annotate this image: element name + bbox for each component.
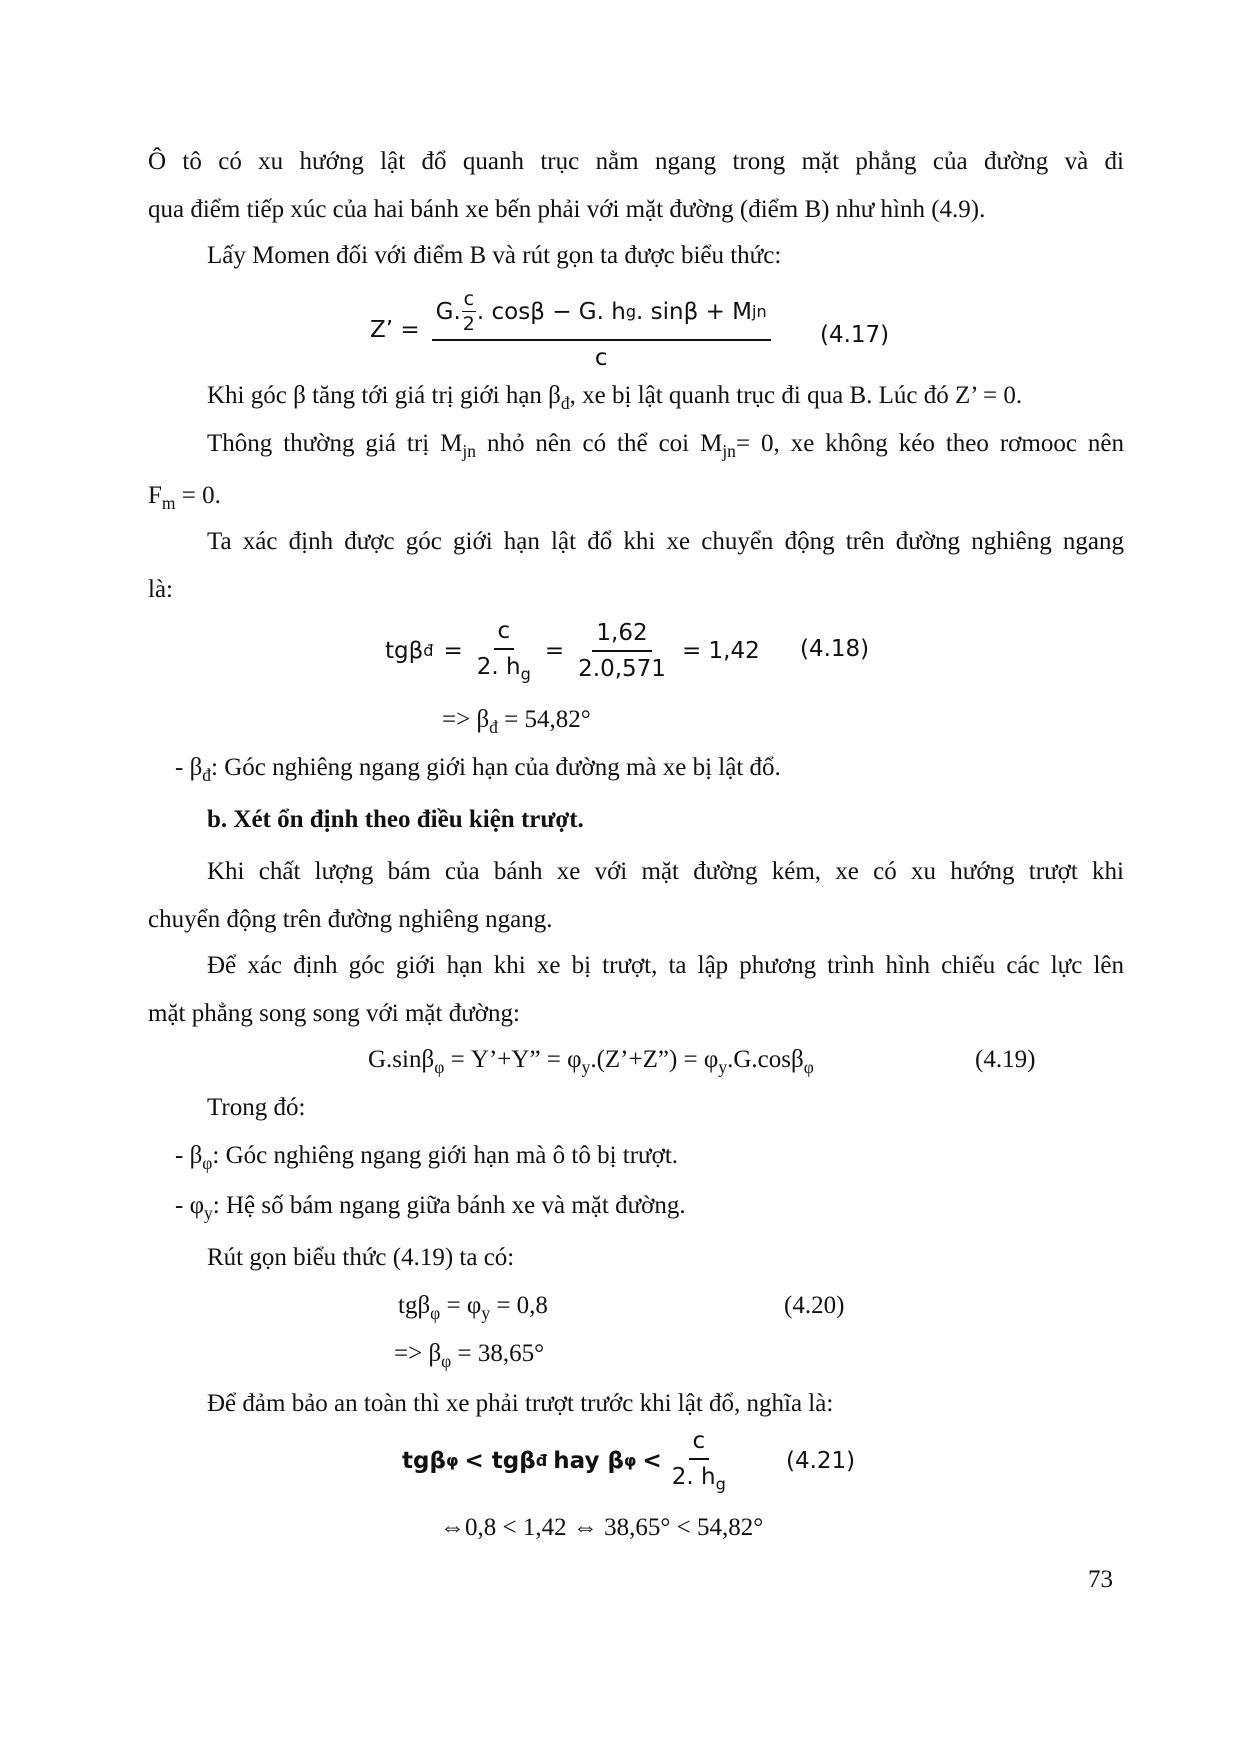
eq17-c: c [463,288,475,310]
eq18-equals-2: = [544,637,565,664]
paragraph-4-line-2 [148,482,221,514]
eq17-num-b: . cosβ − G. h [476,298,626,325]
p3-end: , xe bị lật quanh trục đi qua B. Lúc đó Z’ = 0. [569,382,1023,409]
def2-sub: φ [202,1153,213,1173]
eq19-sub3: y [718,1057,728,1077]
eq19-c: .(Z’+Z”) = φ [590,1046,719,1073]
def2-a: - β [175,1142,203,1169]
definition-phi-y [175,1192,686,1224]
eq19-b: = Y’+Y” = φ [444,1046,582,1073]
p3-sub: đ [560,393,570,413]
def1-b: : Góc nghiêng ngang giới hạn của đường mà xe bị lật đổ. [211,754,781,781]
paragraph-1-line-2: qua điểm tiếp xúc của hai bánh xe bến phải với mặt đường (điểm B) như hình (4.9). [148,196,986,223]
eq18-frac1-den-sub: g [520,664,531,684]
equation-4-21 [402,1428,730,1494]
eq21-fraction [668,1428,730,1494]
equation-4-17-label: (4.17) [820,322,890,348]
eq20-beta-sub: φ [441,1351,452,1371]
equation-4-18-label: (4.18) [800,636,870,662]
eq18-frac1-den: 2. h [476,654,521,680]
paragraph-3 [207,382,1022,414]
def1-a: - β [175,754,203,781]
eq17-denominator: c [594,345,608,371]
eq21-a: tgβ [402,1447,446,1474]
eq18-fraction-2 [574,620,670,682]
eq17-c-over-2 [461,288,477,335]
p3-text: Khi góc β tăng tới giá trị giới hạn β [207,382,561,409]
paragraph-5-line-1: Ta xác định được góc giới hạn lật đổ khi xe chuyển động trên đường nghiêng ngang [207,528,1124,555]
eq19-sub1: φ [434,1057,445,1077]
eq20-a: tgβ [398,1292,431,1319]
eq18-frac2-den: 2.0,571 [578,655,666,682]
page-number: 73 [1088,1566,1113,1593]
eq20-beta-a: => β [394,1340,442,1367]
eq18-lhs: tgβ [385,637,424,664]
paragraph-7-line-2: mặt phẳng song song với mặt đường: [148,1000,520,1027]
equation-4-18 [385,618,760,684]
eq21-c: hay β [553,1447,624,1474]
paragraph-1-line-1: Ô tô có xu hướng lật đổ quanh trục nằm ngang trong mặt phẳng của đường và đi [148,148,1124,175]
eq18-beta-b: = 54,82° [497,706,591,733]
def2-b: : Góc nghiêng ngang giới hạn mà ô tô bị trượt. [212,1142,679,1169]
eq18-beta-sub: đ [489,717,498,737]
eq18-equals-1: = [443,637,463,664]
section-heading-b: b. Xét ổn định theo điều kiện trượt. [207,806,584,833]
eq20-b: = φ [440,1292,482,1319]
eq18-lhs-sub: đ [423,641,434,661]
eq17-lhs: Z’ = [370,316,420,343]
equation-4-21-label: (4.21) [786,1448,856,1474]
eq20-beta-b: = 38,65° [451,1340,545,1367]
eq17-sub-jn: jn [752,302,767,321]
eq18-frac1-num: c [494,618,515,650]
definition-beta-phi [175,1142,678,1174]
p4-sub2: jn [722,441,736,461]
equation-4-20-label: (4.20) [784,1292,845,1319]
def3-b: : Hệ số bám ngang giữa bánh xe và mặt đường. [212,1192,686,1219]
eq19-a: G.sinβ [368,1046,435,1073]
eq21-sub2: đ [535,1451,548,1471]
eq20-c: = 0,8 [490,1292,548,1319]
eq18-fraction-1 [473,618,535,684]
paragraph-5-line-2: là: [148,576,173,603]
eq17-sub-g: g [625,302,637,321]
eq21-frac-num: c [689,1428,710,1460]
equation-4-19 [368,1046,814,1078]
trong-do: Trong đó: [207,1094,306,1121]
eq17-2: 2 [462,313,475,335]
paragraph-9: Để đảm bảo an toàn thì xe phải trượt trước khi lật đổ, nghĩa là: [207,1390,834,1417]
eq21-frac-den: 2. h [671,1464,716,1490]
equation-4-20 [398,1292,548,1324]
eq17-fraction [432,288,771,371]
p4-line2-sub: m [161,493,176,513]
eq19-sub4: φ [803,1057,814,1077]
def3-a: - φ [175,1192,205,1219]
equation-4-19-label: (4.19) [975,1046,1036,1073]
eq18-frac2-num: 1,62 [592,620,651,652]
final-comparison: ⇔0,8 < 1,42 ⇔ 38,65° < 54,82° [440,1514,764,1541]
paragraph-2: Lấy Momen đối với điểm B và rút gọn ta được biểu thức: [207,242,782,269]
eq21-sub3: φ [623,1451,637,1471]
def1-sub: đ [202,765,212,785]
paragraph-8: Rút gọn biểu thức (4.19) ta có: [207,1244,515,1271]
eq19-sub2: y [581,1057,591,1077]
paragraph-7-line-1: Để xác định góc giới hạn khi xe bị trượt, ta lập phương trình hình chiếu các lực lên [207,952,1124,979]
eq21-b: < tgβ [464,1447,536,1474]
eq20-sub1: φ [430,1303,441,1323]
eq17-num-a: G. [435,298,461,325]
eq21-frac-den-sub: g [715,1474,726,1494]
p4-c: = 0, xe không kéo theo rơmooc nên [735,430,1124,457]
eq20-sub2: y [481,1303,491,1323]
p4-line2-a: F [148,482,162,509]
equation-4-17 [370,288,771,371]
eq17-num-c: . sinβ + M [636,298,753,325]
def3-sub: y [204,1203,213,1223]
paragraph-6-line-1: Khi chất lượng bám của bánh xe với mặt đường kém, xe có xu hướng trượt khi [207,858,1124,885]
p4-line2-b: = 0. [175,482,221,509]
eq18-result: = 1,42 [681,637,760,664]
eq21-sub1: φ [445,1451,459,1471]
paragraph-4-line-1 [207,430,1124,462]
eq21-d: < [642,1447,662,1474]
eq18-beta-a: => β [442,706,490,733]
eq20-beta-result [394,1340,544,1372]
paragraph-6-line-2: chuyển động trên đường nghiêng ngang. [148,906,553,933]
p4-sub1: jn [462,441,476,461]
definition-beta-d [175,754,781,786]
eq19-d: .G.cosβ [727,1046,804,1073]
p4-a: Thông thường giá trị M [207,430,463,457]
p4-b: nhỏ nên có thể coi M [475,430,723,457]
eq18-beta-result [442,706,591,738]
